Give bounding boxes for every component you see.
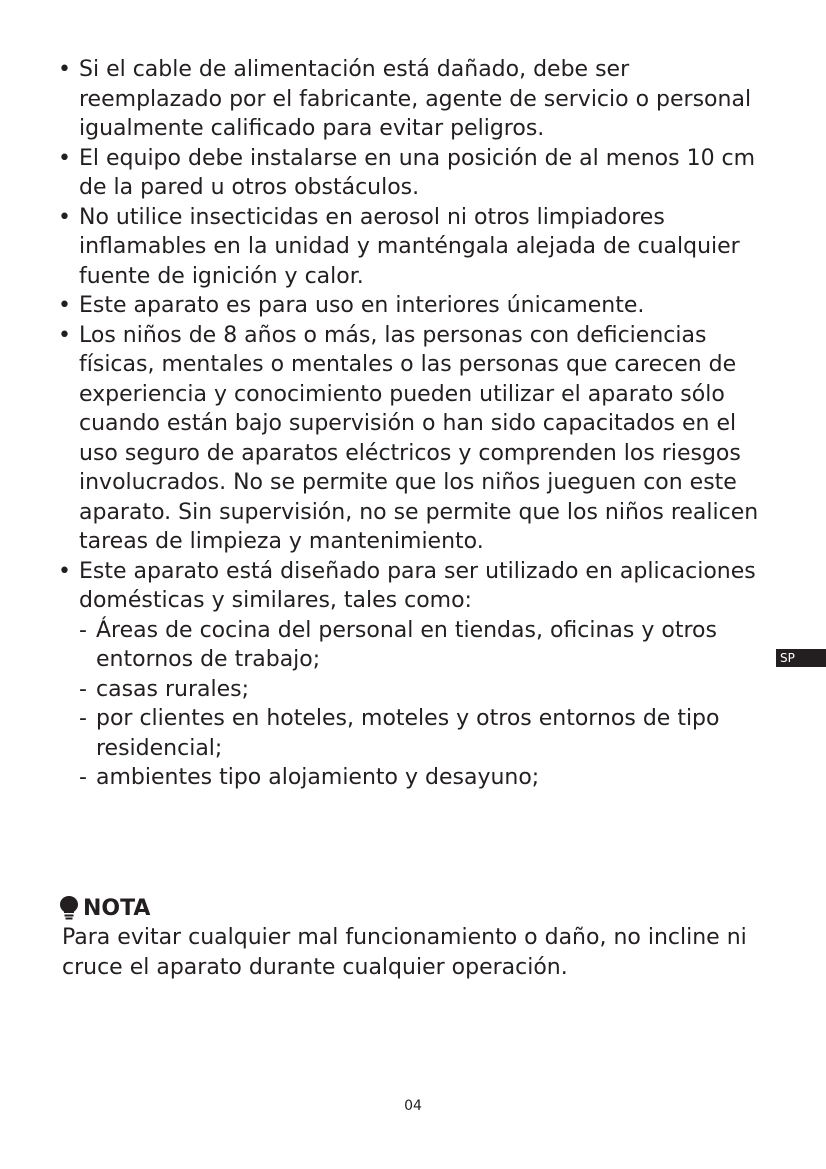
sub-list-item bbox=[79, 704, 778, 763]
list-item bbox=[58, 291, 778, 321]
sub-list-item bbox=[79, 616, 778, 675]
list-item-text: Si el cable de alimentación está dañado, debe ser reemplazado por el fabricante, agente de servicio o personal igualmente calificado para evitar peligros. bbox=[79, 57, 752, 141]
list-item-text: Este aparato está diseñado para ser utilizado en aplicaciones domésticas y similares, tales como: bbox=[79, 558, 756, 613]
lightbulb-icon bbox=[58, 895, 80, 921]
language-tab: SP bbox=[776, 649, 826, 667]
list-item-text: El equipo debe instalarse en una posición de al menos 10 cm de la pared u otros obstáculos. bbox=[79, 145, 756, 200]
note-text: Para evitar cualquier mal funcionamiento o daño, no incline ni cruce el aparato durante cualquier operación. bbox=[62, 925, 747, 980]
sub-list-item-text: por clientes en hoteles, moteles y otros entornos de tipo residencial; bbox=[96, 706, 720, 761]
bullet-marker: • bbox=[58, 558, 71, 584]
list-item-text: Los niños de 8 años o más, las personas con deficiencias físicas, mentales o mentales o las personas que carecen de experiencia y conocimiento pueden utilizar el aparato sólo cuando están bajo supervisión o han sido capacitados en el uso seguro de aparatos eléctricos y comprenden los riesgos involucrados. No se permite que los niños jueguen con este aparato. Sin supervisión, no se permite que los niños realicen tareas de limpieza y mantenimiento. bbox=[79, 322, 759, 554]
list-item bbox=[58, 144, 778, 203]
sub-list-item-text: Áreas de cocina del personal en tiendas, oficinas y otros entornos de trabajo; bbox=[96, 617, 717, 672]
dash-marker: - bbox=[79, 765, 87, 790]
sub-list-item bbox=[79, 763, 778, 793]
bullet-marker: • bbox=[58, 57, 71, 82]
sub-list-item bbox=[79, 675, 778, 705]
safety-list bbox=[58, 55, 778, 793]
page-number: 04 bbox=[404, 1098, 422, 1114]
sub-list-item-text: ambientes tipo alojamiento y desayuno; bbox=[96, 765, 540, 790]
list-item bbox=[58, 321, 778, 557]
usage-sublist bbox=[79, 616, 778, 793]
list-item bbox=[58, 557, 778, 793]
note-heading: NOTA bbox=[83, 895, 151, 921]
list-item-text: No utilice insecticidas en aerosol ni otros limpiadores inflamables en la unidad y manténgala alejada de cualquier fuente de ignición y calor. bbox=[79, 204, 740, 289]
bullet-marker: • bbox=[58, 322, 71, 348]
list-item-text: Este aparato es para uso en interiores únicamente. bbox=[79, 293, 645, 318]
list-item bbox=[58, 55, 778, 144]
bullet-marker: • bbox=[58, 293, 71, 318]
bullet-marker: • bbox=[58, 145, 71, 171]
dash-marker: - bbox=[79, 676, 87, 702]
sub-list-item-text: casas rurales; bbox=[96, 676, 250, 702]
list-item bbox=[58, 203, 778, 292]
bullet-marker: • bbox=[58, 204, 71, 230]
note-header bbox=[58, 893, 778, 923]
dash-marker: - bbox=[79, 706, 87, 731]
note-section bbox=[58, 893, 778, 983]
dash-marker: - bbox=[79, 617, 87, 643]
